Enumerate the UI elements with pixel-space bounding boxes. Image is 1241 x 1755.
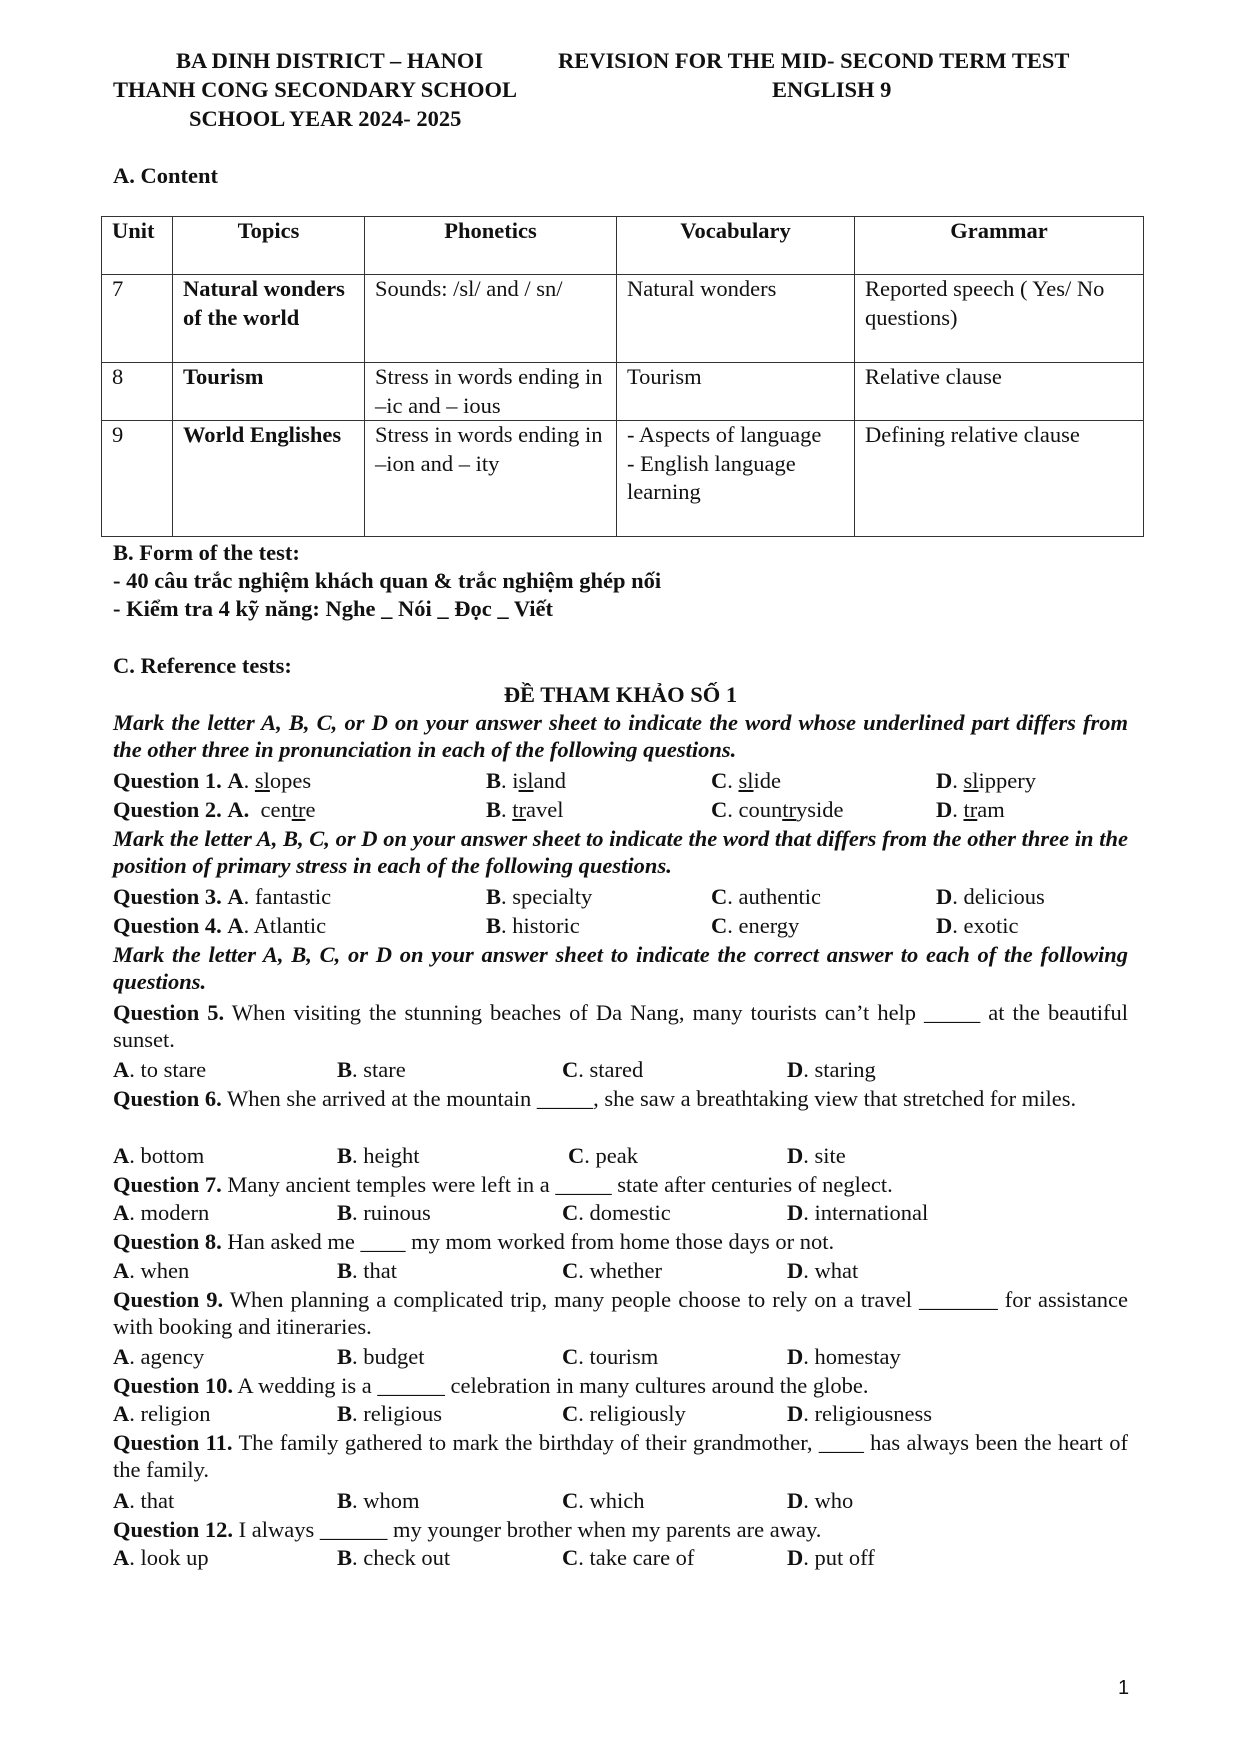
col-grammar: Grammar [855,217,1144,275]
option-a: A. agency [113,1344,205,1369]
vocab-line: Natural wonders [627,276,777,301]
cell-topic: Tourism [173,363,365,421]
question-stem: Question 10. A wedding is a ______ celebration in many cultures around the globe. [113,1373,869,1398]
option-a: A. look up [113,1545,209,1570]
option-c: C. slide [711,768,782,793]
question-row [113,1487,1128,1516]
cell-grammar: Defining relative clause [855,421,1144,537]
header-title: REVISION FOR THE MID- SECOND TERM TEST [558,48,1070,73]
content-table [101,216,1144,537]
vocab-line: - Aspects of language [627,422,822,447]
page-number: 1 [1118,1677,1130,1699]
question-stem: Question 7. Many ancient temples were left in a _____ state after centuries of neglect. [113,1172,893,1197]
col-phonetics: Phonetics [365,217,617,275]
question-label: Question 2. A. centre [113,797,316,822]
question-stem: Question 5. When visiting the stunning beaches of Da Nang, many tourists can’t help _____ at the beautiful sunset. [113,1000,1128,1053]
option-b: B. whom [337,1488,420,1513]
question-row [113,883,1128,912]
cell-unit: 7 [102,275,173,363]
option-c: C. take care of [562,1545,695,1570]
header-year: SCHOOL YEAR 2024- 2025 [189,106,462,131]
option-d: D. what [787,1258,859,1283]
question-stem: Question 8. Han asked me ____ my mom worked from home those days or not. [113,1229,835,1254]
question-stem: Question 11. The family gathered to mark the birthday of their grandmother, ____ has always been the heart of the family. [113,1430,1129,1483]
option-d: D. delicious [936,884,1045,909]
option-b: B. stare [337,1057,406,1082]
cell-vocab [617,275,855,363]
cell-topic: World Englishes [173,421,365,537]
question-row [113,1257,1128,1286]
col-unit: Unit [102,217,173,275]
cell-topic: Natural wonders of the world [173,275,365,363]
option-c: C. stared [562,1057,644,1082]
test-title: ĐỀ THAM KHẢO SỐ 1 [503,682,738,707]
vocab-line: Tourism [627,364,702,389]
option-c: C. whether [562,1258,662,1283]
question-label: Question 1. A. slopes [113,768,312,793]
instruction-pronunciation: Mark the letter A, B, C, or D on your answer sheet to indicate the word whose underlined part differs from the other three in pronunciation in each of the following questions. [113,710,1128,763]
option-d: D. slippery [936,768,1036,793]
option-d: D. site [787,1143,846,1168]
option-d: D. tram [936,797,1005,822]
question-stem: Question 12. I always ______ my younger brother when my parents are away. [113,1517,822,1542]
option-a: A. to stare [113,1057,207,1082]
table-header-row [102,217,1144,275]
option-c: C. energy [711,913,800,938]
question-stem: Question 6. When she arrived at the mountain _____, she saw a breathtaking view that stretched for miles. [113,1086,1077,1111]
cell-grammar: Reported speech ( Yes/ No questions) [855,275,1144,363]
option-b: B. travel [486,797,564,822]
option-b: B. island [486,768,567,793]
option-c: C. domestic [562,1200,671,1225]
section-b-line1: - 40 câu trắc nghiệm khách quan & trắc nghiệm ghép nối [113,568,662,593]
cell-unit: 9 [102,421,173,537]
question-row [113,1142,1128,1171]
question-label: Question 4. A. Atlantic [113,913,327,938]
vocab-line: - English language learning [627,450,796,504]
section-b-line2: - Kiểm tra 4 kỹ năng: Nghe _ Nói _ Đọc _ Viết [113,596,553,621]
question-row [113,1544,1128,1573]
option-b: B. specialty [486,884,593,909]
option-b: B. check out [337,1545,451,1570]
table-row [102,363,1144,421]
option-c: C. religiously [562,1401,686,1426]
option-d: D. who [787,1488,854,1513]
option-d: D. religiousness [787,1401,932,1426]
instruction-stress: Mark the letter A, B, C, or D on your answer sheet to indicate the word that differs from the other three in the position of primary stress in each of the following questions. [113,826,1128,879]
cell-phonetics: Stress in words ending in –ion and – ity [365,421,617,537]
cell-unit: 8 [102,363,173,421]
option-c: C. which [562,1488,645,1513]
cell-vocab [617,363,855,421]
option-d: D. exotic [936,913,1019,938]
question-row [113,912,1128,941]
col-vocabulary: Vocabulary [617,217,855,275]
col-topics: Topics [173,217,365,275]
question-row [113,767,1128,796]
option-c: C. authentic [711,884,821,909]
option-d: D. international [787,1200,929,1225]
section-c-heading: C. Reference tests: [113,653,292,678]
section-b-heading: B. Form of the test: [113,540,300,565]
option-d: D. staring [787,1057,876,1082]
option-b: B. historic [486,913,580,938]
option-a: A. religion [113,1401,211,1426]
question-label: Question 3. A. fantastic [113,884,332,909]
question-row [113,1056,1128,1085]
instruction-correct: Mark the letter A, B, C, or D on your answer sheet to indicate the correct answer to each of the following questions. [113,942,1128,995]
option-b: B. budget [337,1344,425,1369]
cell-phonetics: Stress in words ending in –ic and – ious [365,363,617,421]
option-c: C. peak [568,1143,638,1168]
option-a: A. bottom [113,1143,205,1168]
question-row [113,1400,1128,1429]
option-c: C. tourism [562,1344,659,1369]
option-b: B. height [337,1143,420,1168]
cell-vocab [617,421,855,537]
table-row [102,275,1144,363]
question-stem: Question 9. When planning a complicated trip, many people choose to rely on a travel _______ for assistance with booking and itineraries. [113,1287,1129,1340]
header-subject: ENGLISH 9 [772,77,892,102]
section-a-heading: A. Content [113,163,218,188]
header-school: THANH CONG SECONDARY SCHOOL [113,77,518,102]
option-b: B. religious [337,1401,443,1426]
table-row [102,421,1144,537]
question-row [113,1199,1128,1228]
option-d: D. put off [787,1545,875,1570]
option-b: B. ruinous [337,1200,431,1225]
option-a: A. that [113,1488,175,1513]
option-c: C. countryside [711,797,844,822]
cell-grammar: Relative clause [855,363,1144,421]
cell-phonetics: Sounds: /sl/ and / sn/ [365,275,617,363]
option-a: A. when [113,1258,190,1283]
header-district: BA DINH DISTRICT – HANOI [176,48,484,73]
question-row [113,796,1128,825]
option-a: A. modern [113,1200,210,1225]
option-b: B. that [337,1258,398,1283]
option-text: slopes [254,768,312,793]
question-row [113,1343,1128,1372]
option-d: D. homestay [787,1344,901,1369]
